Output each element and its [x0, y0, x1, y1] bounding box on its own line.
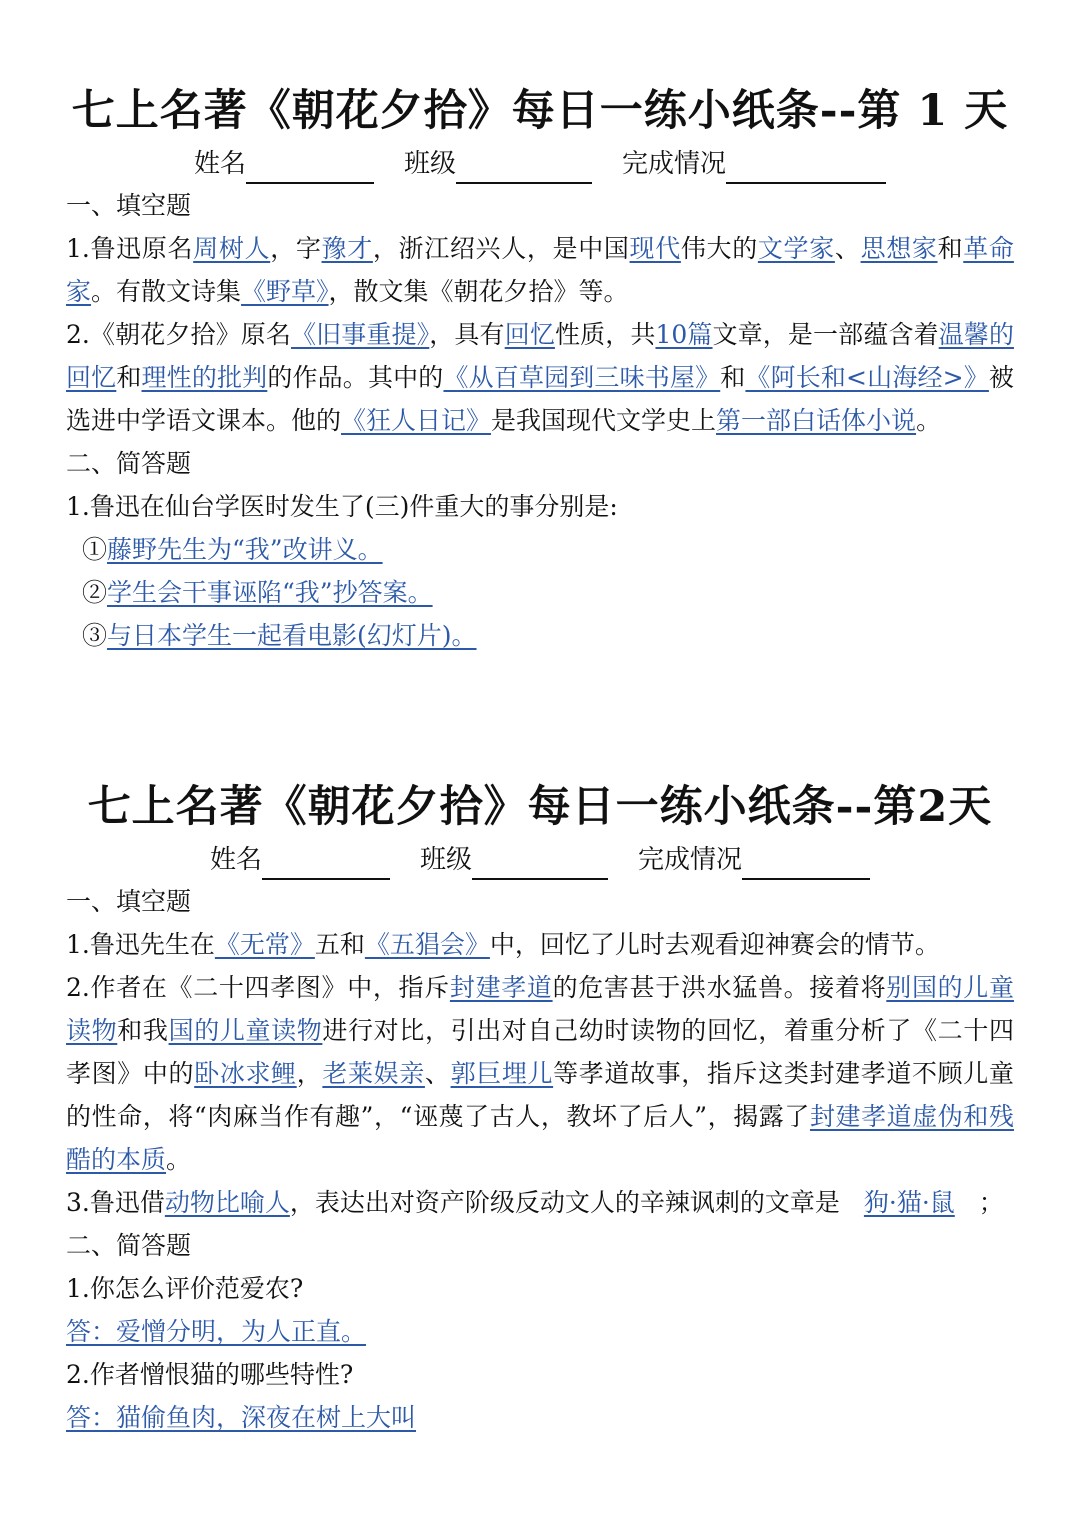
answer: 封建孝道虚伪和残酷的本质: [66, 1102, 1014, 1174]
answer: 国的儿童读物: [168, 1016, 323, 1045]
answer: 《阿长和<山海经>》: [745, 363, 989, 392]
class-field[interactable]: [420, 840, 608, 880]
class-field[interactable]: [404, 144, 592, 184]
content: [0, 184, 1080, 657]
answer: 回忆: [504, 320, 555, 349]
answer: 《旧事重提》: [291, 320, 430, 349]
answer: 学生会干事诬陷“我”抄答案。: [107, 578, 433, 607]
section-heading: 二、简答题: [66, 449, 192, 478]
name-field[interactable]: [210, 840, 390, 880]
answer: 10篇: [655, 320, 713, 349]
answer: 卧冰求鲤: [194, 1059, 297, 1088]
content: [0, 880, 1080, 1439]
question-2: 2.《朝花夕拾》原名《旧事重提》，具有回忆性质，共10篇文章，是一部蕴含着温馨的回忆和理性的批判的作品。其中的《从百草园到三味书屋》和《阿长和<山海经>》被选进中学语文课本。他的《狂人日记》是我国现代文学史上第一部白话体小说。: [66, 320, 1014, 435]
status-field[interactable]: [638, 840, 870, 880]
status-blank[interactable]: [726, 154, 886, 184]
answer: 现代: [629, 234, 681, 263]
answer: 豫才: [321, 234, 373, 263]
answer: 《五猖会》: [364, 930, 490, 959]
answer: 《从百草园到三味书屋》: [443, 363, 721, 392]
list-item: ①藤野先生为“我”改讲义。: [82, 535, 383, 564]
answer: 周树人: [193, 234, 271, 263]
answer: 别国的儿童读物: [66, 973, 1014, 1045]
worksheet-day1: [0, 82, 1080, 657]
question-2: 2.作者在《二十四孝图》中，指斥封建孝道的危害甚于洪水猛兽。接着将别国的儿童读物和我国的儿童读物进行对比，引出对自己幼时读物的回忆，着重分析了《二十四孝图》中的卧冰求鲤，老莱娱亲、郭巨埋儿等孝道故事，指斥这类封建孝道不顾儿童的性命，将“肉麻当作有趣”，“诬蔑了古人，教坏了后人”，揭露了封建孝道虚伪和残酷的本质。: [66, 973, 1014, 1174]
name-field[interactable]: [194, 144, 374, 184]
name-label: 姓名: [193, 149, 246, 179]
question-4: 1.你怎么评价范爱农?: [66, 1274, 304, 1303]
answer: 温馨的回忆: [66, 320, 1014, 392]
question-3: 1.鲁迅在仙台学医时发生了(三)件重大的事分别是:: [66, 492, 618, 521]
answer: 狗·猫·鼠: [863, 1188, 955, 1217]
student-info-row: [0, 144, 1080, 184]
answer: 与日本学生一起看电影(幻灯片)。: [107, 621, 477, 650]
question-1: 1.鲁迅先生在《无常》五和《五猖会》中，回忆了儿时去观看迎神赛会的情节。: [66, 930, 940, 959]
status-field[interactable]: [622, 144, 886, 184]
status-label: 完成情况: [622, 149, 727, 179]
section-heading: 一、填空题: [66, 191, 192, 220]
answer: 封建孝道: [449, 973, 553, 1002]
answer: 答：爱憎分明，为人正直。: [66, 1317, 367, 1346]
page-title: 七上名著《朝花夕拾》每日一练小纸条--第2天: [87, 782, 993, 832]
answer: 《狂人日记》: [341, 406, 492, 435]
class-blank[interactable]: [472, 850, 608, 880]
page-title: 七上名著《朝花夕拾》每日一练小纸条--第 1 天: [71, 86, 1009, 136]
status-label: 完成情况: [638, 845, 743, 875]
answer: 文学家: [757, 234, 835, 263]
answer: 思想家: [860, 234, 938, 263]
list-item: ②学生会干事诬陷“我”抄答案。: [82, 578, 433, 607]
list-item: ③与日本学生一起看电影(幻灯片)。: [82, 621, 477, 650]
section-heading: 二、简答题: [66, 1231, 192, 1260]
question-1: 1.鲁迅原名周树人，字豫才，浙江绍兴人，是中国现代伟大的文学家、思想家和革命家。有散文诗集《野草》，散文集《朝花夕拾》等。: [66, 234, 1014, 306]
class-label: 班级: [419, 845, 472, 875]
answer: 理性的批判: [141, 363, 268, 392]
answer: 藤野先生为“我”改讲义。: [107, 535, 383, 564]
class-blank[interactable]: [456, 154, 592, 184]
answer: 老莱娱亲: [322, 1059, 425, 1088]
name-blank[interactable]: [262, 850, 390, 880]
name-label: 姓名: [209, 845, 262, 875]
question-5: 2.作者憎恨猫的哪些特性?: [66, 1360, 354, 1389]
answer: 《野草》: [241, 277, 329, 306]
worksheet-day2: [0, 778, 1080, 1439]
answer: 《无常》: [214, 930, 315, 959]
question-3: 3.鲁迅借动物比喻人，表达出对资产阶级反动文人的辛辣讽刺的文章是 狗·猫·鼠 ；: [66, 1188, 1004, 1217]
name-blank[interactable]: [246, 154, 374, 184]
answer: 郭巨埋儿: [450, 1059, 554, 1088]
answer: 动物比喻人: [164, 1188, 290, 1217]
answer: 革命家: [66, 234, 1014, 306]
answer: 答：猫偷鱼肉，深夜在树上大叫: [66, 1403, 417, 1432]
class-label: 班级: [403, 149, 456, 179]
answer: 第一部白话体小说: [716, 406, 917, 435]
student-info-row: [0, 840, 1080, 880]
section-heading: 一、填空题: [66, 887, 192, 916]
status-blank[interactable]: [742, 850, 870, 880]
